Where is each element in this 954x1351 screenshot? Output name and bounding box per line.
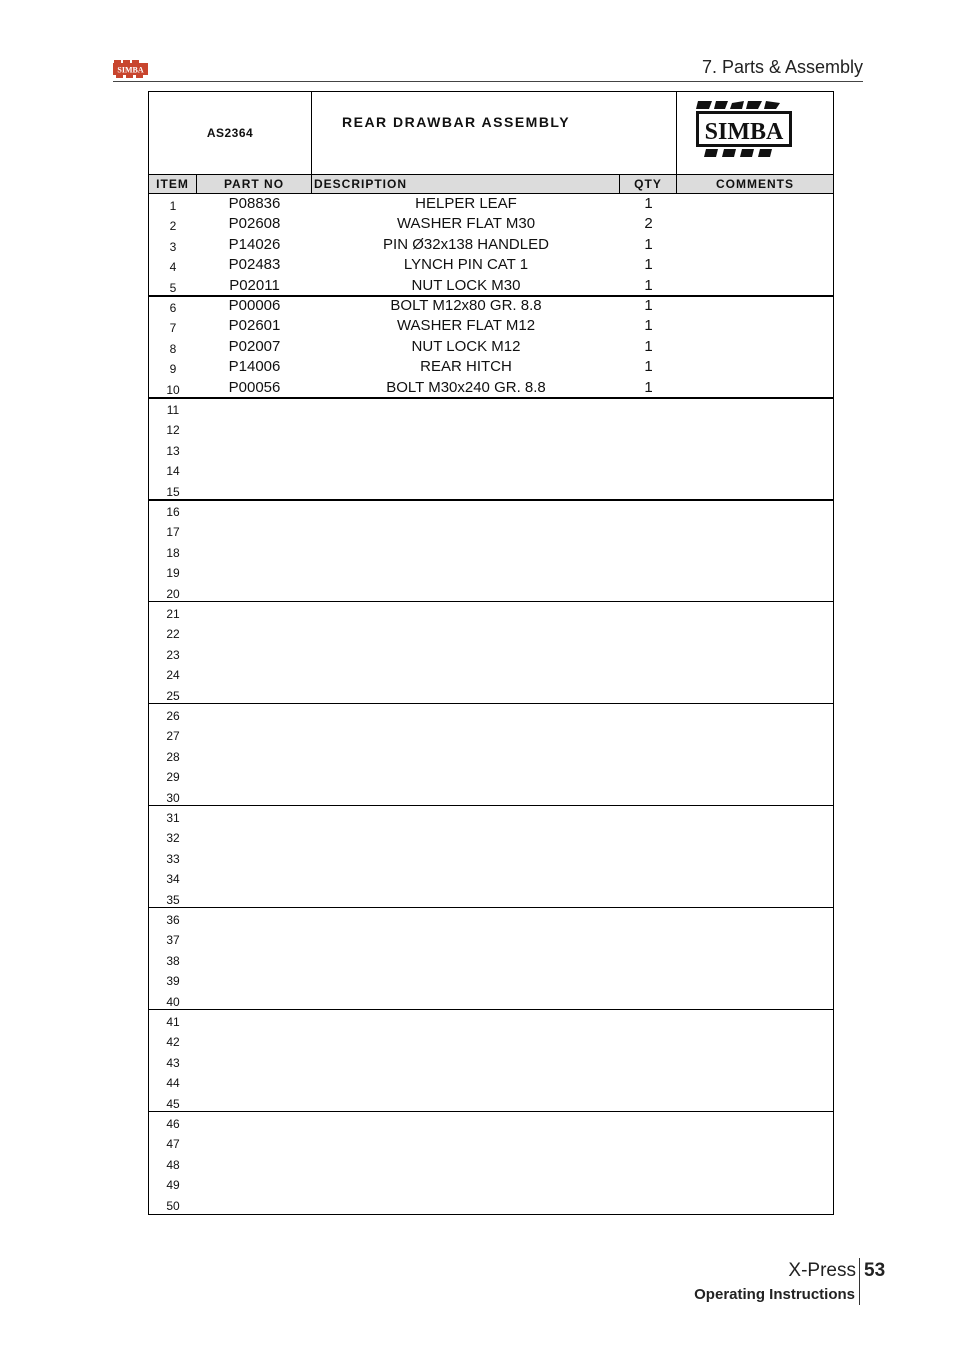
cell-item: 25 (166, 688, 180, 703)
table-row (149, 704, 833, 724)
table-row (149, 398, 833, 418)
cell-item: 2 (169, 219, 177, 234)
cell-qty: 1 (644, 256, 653, 274)
cell-item: 38 (166, 953, 180, 968)
table-row (149, 1132, 833, 1152)
cell-item: 4 (169, 260, 177, 275)
table-row (149, 1112, 833, 1132)
cell-qty: 2 (644, 215, 653, 233)
table-row (149, 500, 833, 520)
cell-item: 24 (166, 668, 180, 683)
cell-item: 22 (166, 627, 180, 642)
cell-part-no: P02608 (228, 215, 281, 233)
footer-divider (859, 1258, 860, 1305)
footer-subtitle: Operating Instructions (694, 1286, 855, 1303)
cell-item: 3 (169, 239, 177, 254)
svg-text:SIMBA: SIMBA (704, 119, 784, 145)
cell-item: 29 (166, 770, 180, 785)
cell-item: 34 (166, 872, 180, 887)
section-title: 7. Parts & Assembly (701, 57, 863, 77)
cell-description: BOLT M12x80 GR. 8.8 (390, 297, 542, 314)
table-row (149, 316, 833, 336)
cell-item: 20 (166, 586, 180, 601)
cell-part-no: P14006 (228, 358, 281, 376)
cell-item: 23 (166, 647, 180, 662)
table-row (149, 724, 833, 744)
table-row (149, 663, 833, 683)
table-row (149, 357, 833, 377)
cell-item: 35 (166, 892, 180, 907)
table-row (149, 378, 833, 398)
cell-description: REAR HITCH (420, 358, 512, 376)
table-row (149, 1010, 833, 1030)
cell-item: 43 (166, 1055, 180, 1070)
table-row (149, 867, 833, 887)
parts-list-table (148, 91, 834, 1215)
cell-description: WASHER FLAT M30 (396, 215, 536, 233)
column-header-part-no: PART NO (197, 175, 312, 193)
column-header-qty: QTY (620, 175, 677, 193)
cell-item: 7 (169, 321, 177, 336)
cell-item: 31 (166, 811, 180, 825)
cell-item: 33 (166, 851, 180, 866)
cell-item: 41 (166, 1015, 180, 1029)
cell-item: 47 (166, 1137, 180, 1152)
cell-item: 17 (166, 525, 180, 540)
cell-item: 18 (166, 545, 180, 560)
cell-item: 37 (166, 933, 180, 948)
table-row (149, 214, 833, 234)
table-row (149, 765, 833, 785)
cell-part-no: P02007 (228, 337, 281, 355)
assembly-code-cell (149, 92, 312, 174)
cell-qty: 1 (644, 358, 653, 376)
cell-item: 46 (166, 1117, 180, 1131)
cell-part-no: P02483 (228, 256, 281, 274)
simba-logo-small (113, 60, 148, 78)
table-row (149, 459, 833, 479)
brand-logo-cell (677, 92, 833, 174)
cell-item: 15 (166, 484, 180, 499)
cell-part-no: P02011 (229, 276, 280, 294)
table-row (149, 561, 833, 581)
cell-qty: 1 (644, 317, 653, 335)
svg-text:SIMBA: SIMBA (117, 65, 144, 75)
cell-item: 11 (166, 403, 180, 417)
table-row (149, 847, 833, 867)
cell-item: 44 (166, 1076, 180, 1091)
table-row (149, 1194, 833, 1214)
cell-item: 39 (166, 974, 180, 989)
table-row (149, 1173, 833, 1193)
cell-item: 14 (166, 464, 180, 479)
cell-item: 13 (166, 443, 180, 458)
table-row (149, 1030, 833, 1050)
assembly-code: AS2364 (206, 126, 254, 140)
table-row (149, 1092, 833, 1112)
table-row (149, 684, 833, 704)
table-row (149, 622, 833, 642)
column-header-description: DESCRIPTION (312, 175, 620, 193)
cell-qty: 1 (644, 195, 653, 212)
table-row (149, 255, 833, 275)
cell-description: LYNCH PIN CAT 1 (403, 256, 529, 274)
table-row (149, 745, 833, 765)
cell-part-no: P14026 (228, 235, 281, 253)
table-row (149, 480, 833, 500)
cell-part-no: P08836 (228, 195, 281, 212)
cell-qty: 1 (644, 297, 653, 314)
cell-item: 26 (166, 709, 180, 723)
cell-description: HELPER LEAF (415, 195, 517, 212)
cell-item: 32 (166, 831, 180, 846)
table-row (149, 520, 833, 540)
table-row (149, 1071, 833, 1091)
cell-item: 40 (166, 994, 180, 1009)
cell-qty: 1 (644, 235, 653, 253)
table-row (149, 337, 833, 357)
table-row (149, 1051, 833, 1071)
table-row (149, 418, 833, 438)
table-row (149, 969, 833, 989)
table-row (149, 643, 833, 663)
table-row (149, 1153, 833, 1173)
cell-item: 9 (169, 362, 177, 377)
table-row (149, 888, 833, 908)
cell-description: BOLT M30x240 GR. 8.8 (386, 378, 546, 396)
cell-item: 27 (166, 729, 180, 744)
cell-item: 16 (166, 505, 180, 519)
cell-item: 28 (166, 749, 180, 764)
title-block (149, 92, 833, 174)
cell-qty: 1 (644, 378, 653, 396)
table-row (149, 602, 833, 622)
column-header-item: ITEM (149, 175, 197, 193)
column-header-row (149, 174, 833, 194)
assembly-title: REAR DRAWBAR ASSEMBLY (342, 114, 571, 130)
cell-item: 10 (166, 382, 180, 397)
table-row (149, 908, 833, 928)
cell-item: 12 (166, 423, 180, 438)
cell-item: 21 (166, 607, 180, 621)
table-row (149, 806, 833, 826)
table-row (149, 582, 833, 602)
cell-item: 1 (169, 199, 177, 213)
cell-item: 50 (166, 1198, 180, 1213)
simba-logo (696, 99, 792, 161)
cell-item: 6 (169, 301, 177, 315)
cell-part-no: P00006 (228, 297, 281, 314)
cell-description: NUT LOCK M30 (411, 276, 521, 294)
table-row (149, 439, 833, 459)
cell-item: 30 (166, 790, 180, 805)
cell-description: WASHER FLAT M12 (396, 317, 536, 335)
cell-qty: 1 (644, 337, 653, 355)
page-number: 53 (864, 1260, 886, 1281)
assembly-title-cell (312, 92, 677, 174)
table-row (149, 235, 833, 255)
cell-item: 49 (166, 1178, 180, 1193)
cell-item: 5 (169, 280, 177, 295)
table-row (149, 541, 833, 561)
cell-part-no: P00056 (228, 378, 281, 396)
cell-item: 42 (166, 1035, 180, 1050)
table-row (149, 928, 833, 948)
table-row (149, 826, 833, 846)
footer-product-name: X-Press (788, 1260, 856, 1281)
cell-qty: 1 (644, 276, 653, 294)
table-row (149, 786, 833, 806)
cell-item: 45 (166, 1096, 180, 1111)
table-row (149, 990, 833, 1010)
table-row (149, 276, 833, 296)
table-row (149, 949, 833, 969)
cell-description: PIN Ø32x138 HANDLED (383, 235, 549, 253)
table-row (149, 296, 833, 316)
cell-description: NUT LOCK M12 (411, 337, 521, 355)
header-divider (113, 81, 863, 82)
column-header-comments: COMMENTS (716, 177, 794, 191)
cell-item: 19 (166, 566, 180, 581)
cell-part-no: P02601 (228, 317, 281, 335)
table-row (149, 194, 833, 214)
cell-item: 8 (169, 341, 177, 356)
cell-item: 36 (166, 913, 180, 927)
cell-item: 48 (166, 1157, 180, 1172)
